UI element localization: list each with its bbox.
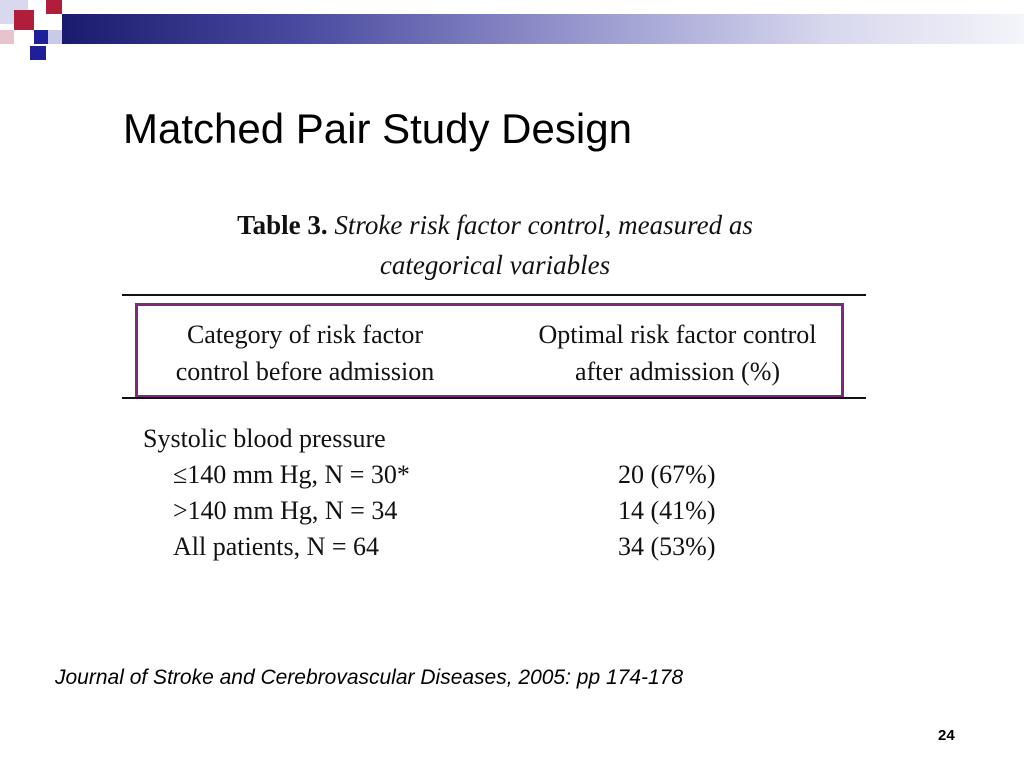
section-label: Systolic blood pressure	[143, 424, 386, 453]
row-category: ≤140 mm Hg, N = 30*	[173, 460, 410, 489]
table-caption-label: Table 3.	[237, 210, 328, 240]
table-header-rule	[122, 397, 866, 399]
title-gradient-bar	[62, 14, 1024, 44]
decor-square	[34, 30, 48, 44]
decor-square	[0, 30, 14, 44]
decor-square	[48, 30, 62, 44]
decor-square	[30, 46, 46, 60]
decor-square	[46, 0, 62, 14]
table-caption-line2: categorical variables	[379, 250, 611, 280]
slide-title: Matched Pair Study Design	[123, 105, 632, 152]
table-caption	[170, 205, 820, 285]
table-header-category	[140, 316, 470, 390]
row-value: 34 (53%)	[618, 532, 716, 561]
header-line: Optimal risk factor control	[538, 320, 817, 349]
row-category: All patients, N = 64	[173, 532, 380, 561]
citation: Journal of Stroke and Cerebrovascular Diseases, 2005: pp 174-178	[55, 666, 684, 689]
header-line: control before admission	[175, 357, 435, 386]
header-line: Category of risk factor	[186, 320, 424, 349]
decor-square	[14, 10, 34, 30]
row-value: 20 (67%)	[618, 460, 716, 489]
table-header-optimal-control	[505, 316, 850, 390]
table-caption-line1	[170, 205, 820, 245]
page-number: 24	[938, 727, 955, 744]
table-top-rule	[122, 294, 866, 296]
table-caption-text: Stroke risk factor control, measured as	[334, 210, 753, 240]
header-line: after admission (%)	[574, 357, 781, 386]
row-value: 14 (41%)	[618, 496, 716, 525]
row-category: >140 mm Hg, N = 34	[173, 496, 398, 525]
